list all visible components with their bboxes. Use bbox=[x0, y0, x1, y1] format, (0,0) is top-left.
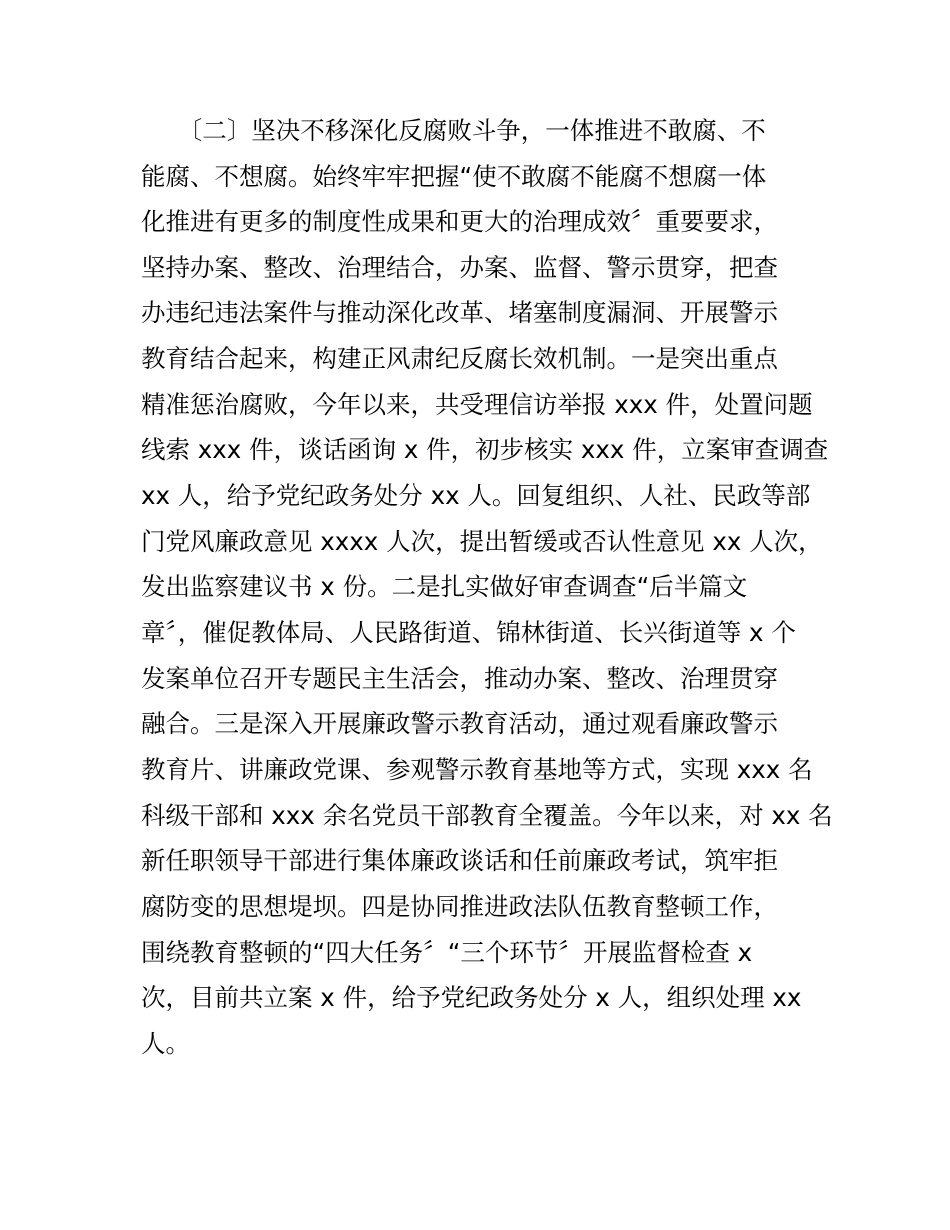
paragraph-line: 次，目前共立案 x 件，给予党纪政务处分 x 人，组织处理 xx bbox=[141, 983, 802, 1012]
paragraph-line: 办违纪违法案件与推动深化改革、堵塞制度漏洞、开展警示 bbox=[141, 298, 778, 327]
paragraph-line: 能腐、不想腐。始终牢牢把握“使不敢腐不能腐不想腐一体 bbox=[141, 162, 767, 191]
paragraph-line: 新任职领导干部进行集体廉政谈话和任前廉政考试，筑牢拒 bbox=[141, 846, 778, 875]
paragraph-line: 线索 xxx 件，谈话函询 x 件，初步核实 xxx 件，立案审查调查 bbox=[141, 435, 829, 464]
paragraph-line: 门党风廉政意见 xxxx 人次，提出暂缓或否认性意见 xx 人次， bbox=[141, 527, 823, 556]
paragraph-line: 发案单位召开专题民主生活会，推动办案、整改、治理贯穿 bbox=[141, 664, 778, 693]
paragraph-line: 精准惩治腐败，今年以来，共受理信访举报 xxx 件，处置问题 bbox=[141, 390, 813, 419]
paragraph-line: 人。 bbox=[141, 1029, 190, 1058]
paragraph-line: 教育片、讲廉政党课、参观警示教育基地等方式，实现 xxx 名 bbox=[141, 755, 813, 784]
paragraph-line: xx 人，给予党纪政务处分 xx 人。回复组织、人社、民政等部 bbox=[141, 481, 811, 510]
paragraph-line: 围绕教育整顿的“四大任务〞“三个环节〞开展监督检查 x bbox=[141, 938, 753, 967]
paragraph-line: 腐防变的思想堤坝。四是协同推进政法队伍教育整顿工作， bbox=[141, 892, 778, 921]
paragraph-line: 化推进有更多的制度性成果和更大的治理成效〞重要要求， bbox=[141, 207, 778, 236]
paragraph-line: 发出监察建议书 x 份。二是扎实做好审查调查“后半篇文 bbox=[141, 572, 748, 601]
paragraph-line: 章〞，催促教体局、人民路街道、锦林街道、长兴街道等 x 个 bbox=[141, 618, 796, 647]
paragraph-line: 科级干部和 xxx 余名党员干部教育全覆盖。今年以来，对 xx 名 bbox=[141, 801, 833, 830]
paragraph-line: 融合。三是深入开展廉政警示教育活动，通过观看廉政警示 bbox=[141, 709, 778, 738]
paragraph-line: 〔二〕坚决不移深化反腐败斗争，一体推进不敢腐、不 bbox=[141, 116, 766, 145]
paragraph-line: 教育结合起来，构建正风肃纪反腐长效机制。一是突出重点 bbox=[141, 344, 778, 373]
paragraph-line: 坚持办案、整改、治理结合，办案、监督、警示贯穿，把查 bbox=[141, 253, 778, 282]
